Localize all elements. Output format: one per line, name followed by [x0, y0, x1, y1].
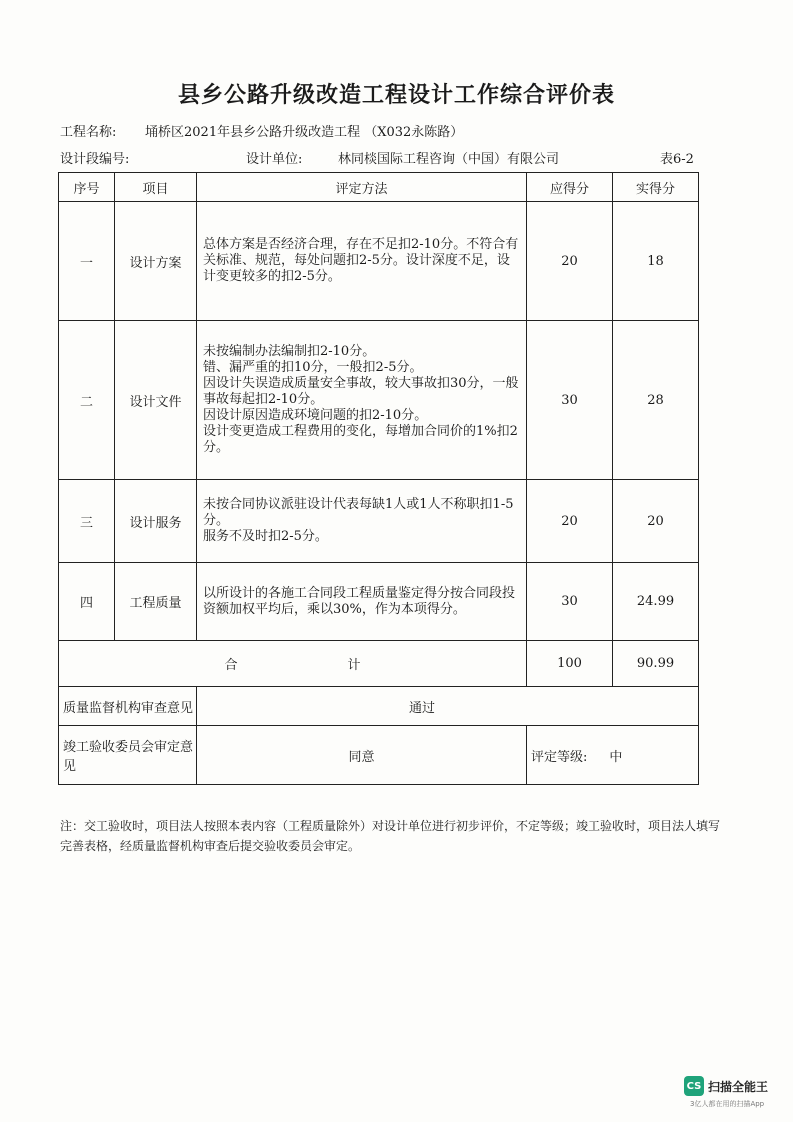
- method-text: 因设计失误造成质量安全事故，较大事故扣30分，一般事故每起扣2-10分。: [203, 376, 519, 407]
- row-actual-score: 28: [613, 321, 699, 480]
- quality-opinion-row: [59, 687, 699, 726]
- row-no: 四: [59, 563, 115, 641]
- total-due-score: 100: [527, 641, 613, 687]
- row-due-score: 20: [527, 480, 613, 563]
- total-label-a: 合: [224, 658, 238, 673]
- row-actual-score: 20: [613, 480, 699, 563]
- table-row: [59, 202, 699, 321]
- header-actual-score: 实得分: [613, 173, 699, 202]
- method-text: 总体方案是否经济合理，存在不足扣2-10分。不符合有关标准、规范，每处问题扣2-5分。设计深度不足，设计变更较多的扣2-5分。: [203, 237, 519, 284]
- row-method: [197, 321, 527, 480]
- footnote: 注：交工验收时，项目法人按照本表内容（工程质量除外）对设计单位进行初步评价，不定等级；竣工验收时，项目法人填写完善表格，经质量监督机构审查后提交验收委员会审定。: [60, 819, 721, 853]
- row-actual-score: 18: [613, 202, 699, 321]
- row-method: [197, 480, 527, 563]
- design-unit-value: 林同棪国际工程咨询（中国）有限公司: [338, 152, 560, 167]
- camscanner-logo-icon: CS: [684, 1076, 704, 1096]
- header-due-score: 应得分: [527, 173, 613, 202]
- method-text: 以所设计的各施工合同段工程质量鉴定得分按合同段投资额加权平均后，乘以30%，作为本项得分。: [203, 585, 516, 617]
- row-method: [197, 563, 527, 641]
- row-no: 二: [59, 321, 115, 480]
- grade-value: 中: [609, 749, 623, 765]
- page-title: 县乡公路升级改造工程设计工作综合评价表: [177, 83, 615, 108]
- row-no: 一: [59, 202, 115, 321]
- table-row: [59, 321, 699, 480]
- watermark-badge: [684, 1076, 768, 1096]
- row-due-score: 30: [527, 321, 613, 480]
- total-row: [59, 641, 699, 687]
- grade-cell: [527, 726, 699, 785]
- header-row: [59, 173, 699, 202]
- table-number: 表6-2: [660, 152, 694, 167]
- table-row: [59, 480, 699, 563]
- quality-opinion-label: 质量监督机构审查意见: [59, 687, 197, 726]
- row-due-score: 20: [527, 202, 613, 321]
- section-number-label: 设计段编号:: [60, 152, 130, 167]
- row-method: [197, 202, 527, 321]
- quality-opinion-value: 通过: [197, 687, 699, 726]
- total-actual-score: 90.99: [613, 641, 699, 687]
- header-item: 项目: [115, 173, 197, 202]
- acceptance-opinion-value: 同意: [197, 726, 527, 785]
- row-item: 设计服务: [115, 480, 197, 563]
- method-text: 错、漏严重的扣10分，一般扣2-5分。: [203, 360, 423, 375]
- method-text: 未按合同协议派驻设计代表每缺1人或1人不称职扣1-5分。: [203, 497, 514, 528]
- row-actual-score: 24.99: [613, 563, 699, 641]
- watermark-subtitle: 3亿人都在用的扫描App: [690, 1100, 765, 1108]
- method-text: 设计变更造成工程费用的变化，每增加合同价的1%扣2分。: [203, 424, 518, 455]
- row-item: 设计文件: [115, 321, 197, 480]
- table-row: [59, 563, 699, 641]
- row-item: 设计方案: [115, 202, 197, 321]
- acceptance-opinion-label: 竣工验收委员会审定意见: [59, 726, 197, 785]
- acceptance-opinion-row: [59, 726, 699, 785]
- row-no: 三: [59, 480, 115, 563]
- method-text: 因设计原因造成环境问题的扣2-10分。: [203, 408, 428, 423]
- project-name-value: 埇桥区2021年县乡公路升级改造工程 （X032永陈路）: [145, 125, 464, 140]
- header-no: 序号: [59, 173, 115, 202]
- method-text: 未按编制办法编制扣2-10分。: [203, 344, 376, 359]
- design-unit-label: 设计单位:: [246, 152, 303, 167]
- total-label: [59, 641, 527, 687]
- total-label-b: 计: [347, 658, 361, 673]
- grade-label: 评定等级:: [531, 749, 588, 765]
- evaluation-table: [58, 172, 699, 785]
- row-item: 工程质量: [115, 563, 197, 641]
- watermark-name: 扫描全能王: [708, 1079, 769, 1094]
- project-name-label: 工程名称:: [60, 125, 117, 140]
- method-text: 服务不及时扣2-5分。: [203, 529, 328, 544]
- header-method: 评定方法: [197, 173, 527, 202]
- row-due-score: 30: [527, 563, 613, 641]
